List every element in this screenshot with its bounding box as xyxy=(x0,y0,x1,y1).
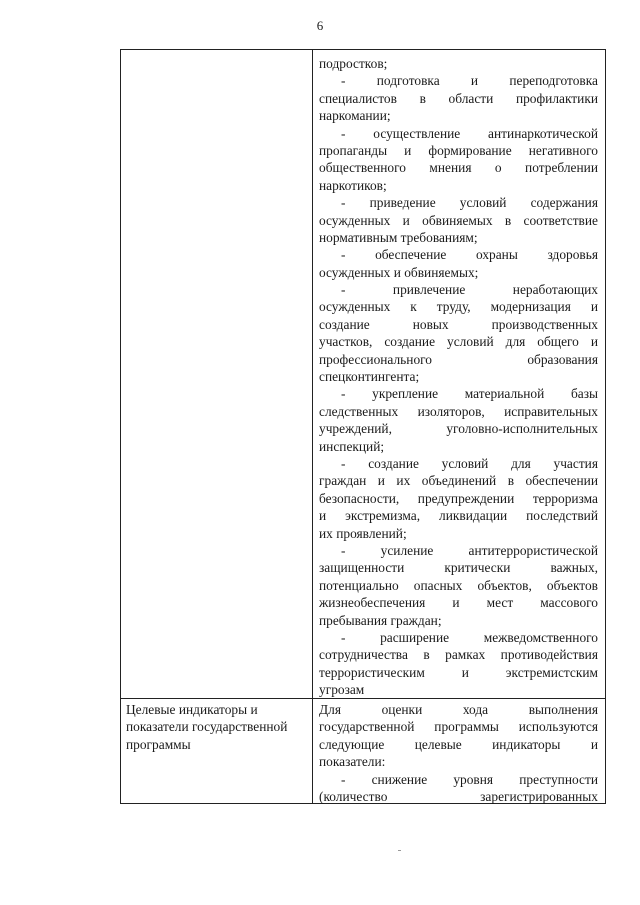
text-line: общественного мнения о потреблении xyxy=(319,160,598,176)
text-line: осужденных и обвиняемых; xyxy=(319,264,479,280)
text-line: специалистов в области профилактики xyxy=(319,90,598,106)
text-line: наркомании; xyxy=(319,108,391,124)
scan-speck xyxy=(398,850,401,851)
indicators-content-cell xyxy=(319,701,598,805)
text-line: - создание условий для участия xyxy=(341,455,598,471)
text-line: граждан и их объединений в обеспечении xyxy=(319,473,598,489)
page-number: 6 xyxy=(316,18,324,33)
text-line: нормативным требованиям; xyxy=(319,229,478,245)
text-line: - обеспечение охраны здоровья xyxy=(341,247,598,263)
text-line: потенциально опасных объектов, объектов xyxy=(319,577,598,593)
text-line: наркотиков; xyxy=(319,177,387,193)
text-line: защищенности критически важных, xyxy=(319,560,598,576)
text-line: - приведение условий содержания xyxy=(341,195,598,211)
text-line: следующие целевые индикаторы и xyxy=(319,736,598,752)
indicators-label-cell xyxy=(126,701,308,753)
text-line: участков, создание условий для общего и xyxy=(319,334,598,350)
text-line: инспекций; xyxy=(319,438,385,454)
column-divider xyxy=(312,50,313,803)
text-line: террористическим и экстремистским xyxy=(319,664,598,680)
text-line: подростков; xyxy=(319,56,388,71)
text-line: спецконтингента; xyxy=(319,369,420,385)
text-line: профессионального образования xyxy=(319,351,598,367)
text-line: жизнеобеспечения и мест массового xyxy=(319,595,598,611)
text-line: (количество зарегистрированных xyxy=(319,788,598,804)
text-line: - привлечение неработающих xyxy=(341,282,598,298)
text-line: Целевые индикаторы и xyxy=(126,702,258,717)
text-line: показатели государственной xyxy=(126,719,288,735)
text-line: - усиление антитеррористической xyxy=(341,542,598,558)
text-line: угрозам xyxy=(319,682,365,698)
measures-cell xyxy=(319,55,598,698)
text-line: пропаганды и формирование негативного xyxy=(319,142,598,158)
text-line: - осуществление антинаркотической xyxy=(341,125,598,141)
text-line: пребывания граждан; xyxy=(319,612,442,628)
text-line: - укрепление материальной базы xyxy=(341,386,598,402)
text-line: создание новых производственных xyxy=(319,316,598,332)
text-line: - подготовка и переподготовка xyxy=(341,73,598,89)
text-line: следственных изоляторов, исправительных xyxy=(319,403,598,419)
text-line: осужденных и обвиняемых в соответствие xyxy=(319,212,598,228)
text-line: - расширение межведомственного xyxy=(341,629,598,645)
text-line: государственной программы используются xyxy=(319,719,598,735)
program-table xyxy=(120,49,606,804)
text-line: их проявлений; xyxy=(319,525,407,541)
text-line: безопасности, предупреждении терроризма xyxy=(319,490,598,506)
text-line: Для оценки хода выполнения xyxy=(319,702,598,717)
text-line: - снижение уровня преступности xyxy=(341,771,598,787)
text-line: учреждений, уголовно-исполнительных xyxy=(319,421,598,437)
text-line: показатели: xyxy=(319,754,386,770)
text-line: и экстремизма, ликвидации последствий xyxy=(319,508,598,524)
text-line: осужденных к труду, модернизация и xyxy=(319,299,598,315)
text-line: программы xyxy=(126,736,191,752)
text-line: сотрудничества в рамках противодействия xyxy=(319,647,598,663)
